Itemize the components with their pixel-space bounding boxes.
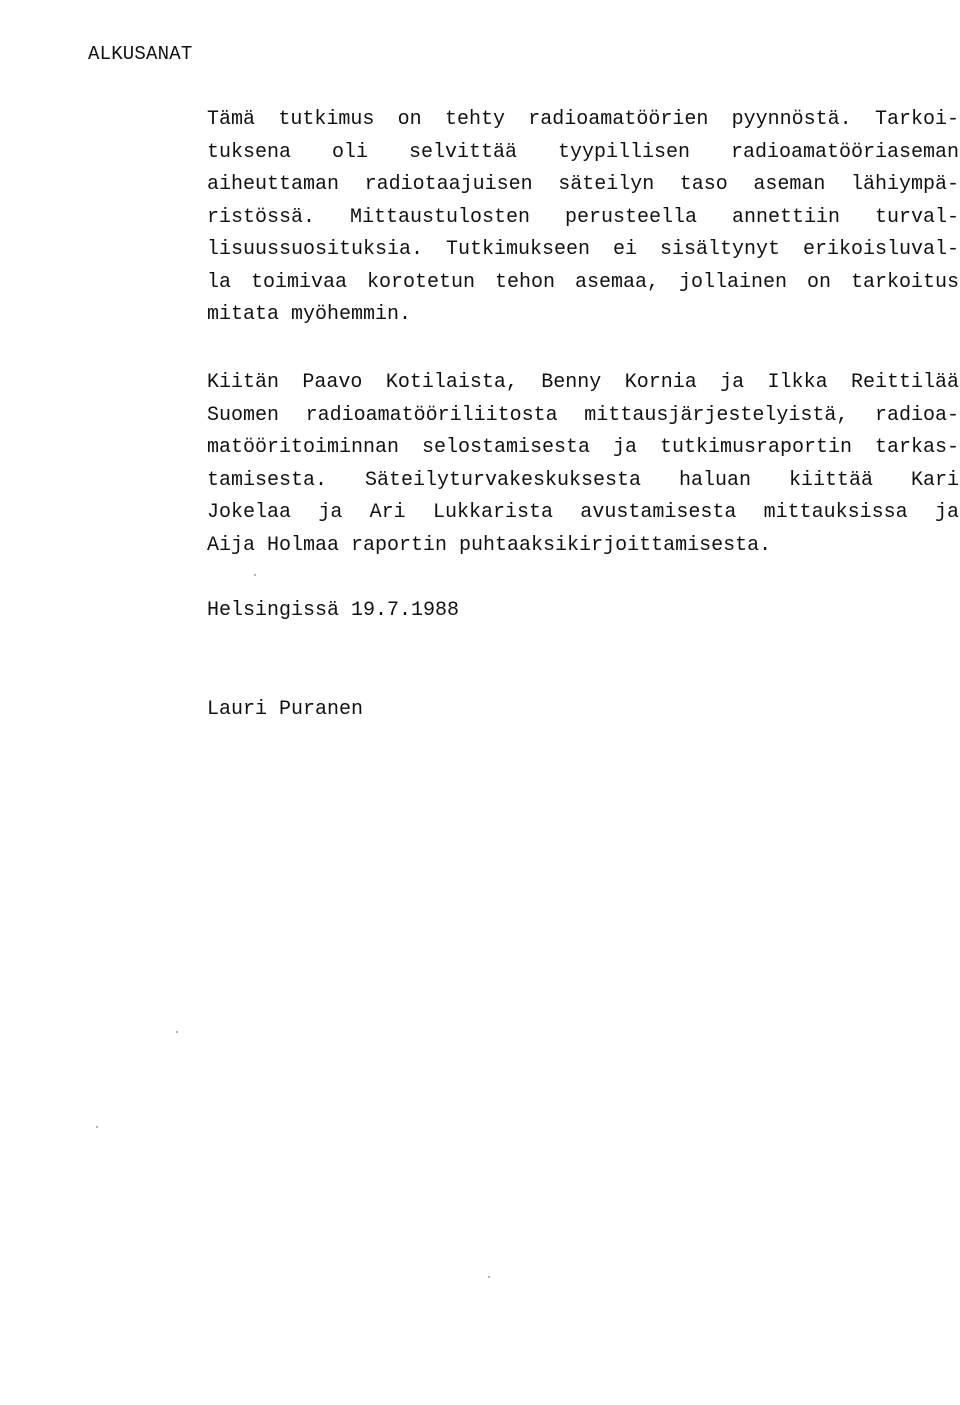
paragraph-line: Kiitän Paavo Kotilaista, Benny Kornia ja Ilkka Reittilää: [207, 371, 959, 394]
paragraph-line: Tämä tutkimus on tehty radioamatöörien pyynnöstä. Tarkoi-: [207, 108, 959, 131]
paragraph-acknowledgements: [207, 367, 959, 562]
paragraph-line: aiheuttaman radiotaajuisen säteilyn taso aseman lähiympä-: [207, 173, 959, 196]
paragraph-purpose: [207, 104, 959, 332]
paragraph-line: lisuussuosituksia. Tutkimukseen ei sisältynyt erikoisluval-: [207, 238, 959, 261]
scan-speck: [96, 1126, 98, 1128]
paragraph-line: Suomen radioamatööriliitosta mittausjärjestelyistä, radioa-: [207, 403, 959, 427]
page-heading: ALKUSANAT: [88, 43, 193, 65]
place-and-date: Helsingissä 19.7.1988: [207, 599, 460, 622]
scan-speck: [488, 1276, 490, 1278]
paragraph-line: tuksena oli selvittää tyypillisen radioamatööriaseman: [207, 140, 959, 164]
paragraph-line: tamisesta. Säteilyturvakeskuksesta haluan kiittää Kari: [207, 468, 959, 492]
paragraph-line: Jokelaa ja Ari Lukkarista avustamisesta mittauksissa ja: [207, 501, 959, 524]
scan-speck: [176, 1031, 178, 1033]
paragraph-line: mitata myöhemmin.: [207, 303, 412, 326]
scan-speck: [254, 574, 256, 576]
paragraph-line: la toimivaa korotetun tehon asemaa, jollainen on tarkoitus: [207, 270, 959, 294]
paragraph-line: matööritoiminnan selostamisesta ja tutkimusraportin tarkas-: [207, 436, 959, 459]
paragraph-line: Aija Holmaa raportin puhtaaksikirjoittamisesta.: [207, 533, 772, 557]
paragraph-line: ristössä. Mittaustulosten perusteella annettiin turval-: [207, 205, 959, 229]
author-signature: Lauri Puranen: [207, 698, 364, 721]
